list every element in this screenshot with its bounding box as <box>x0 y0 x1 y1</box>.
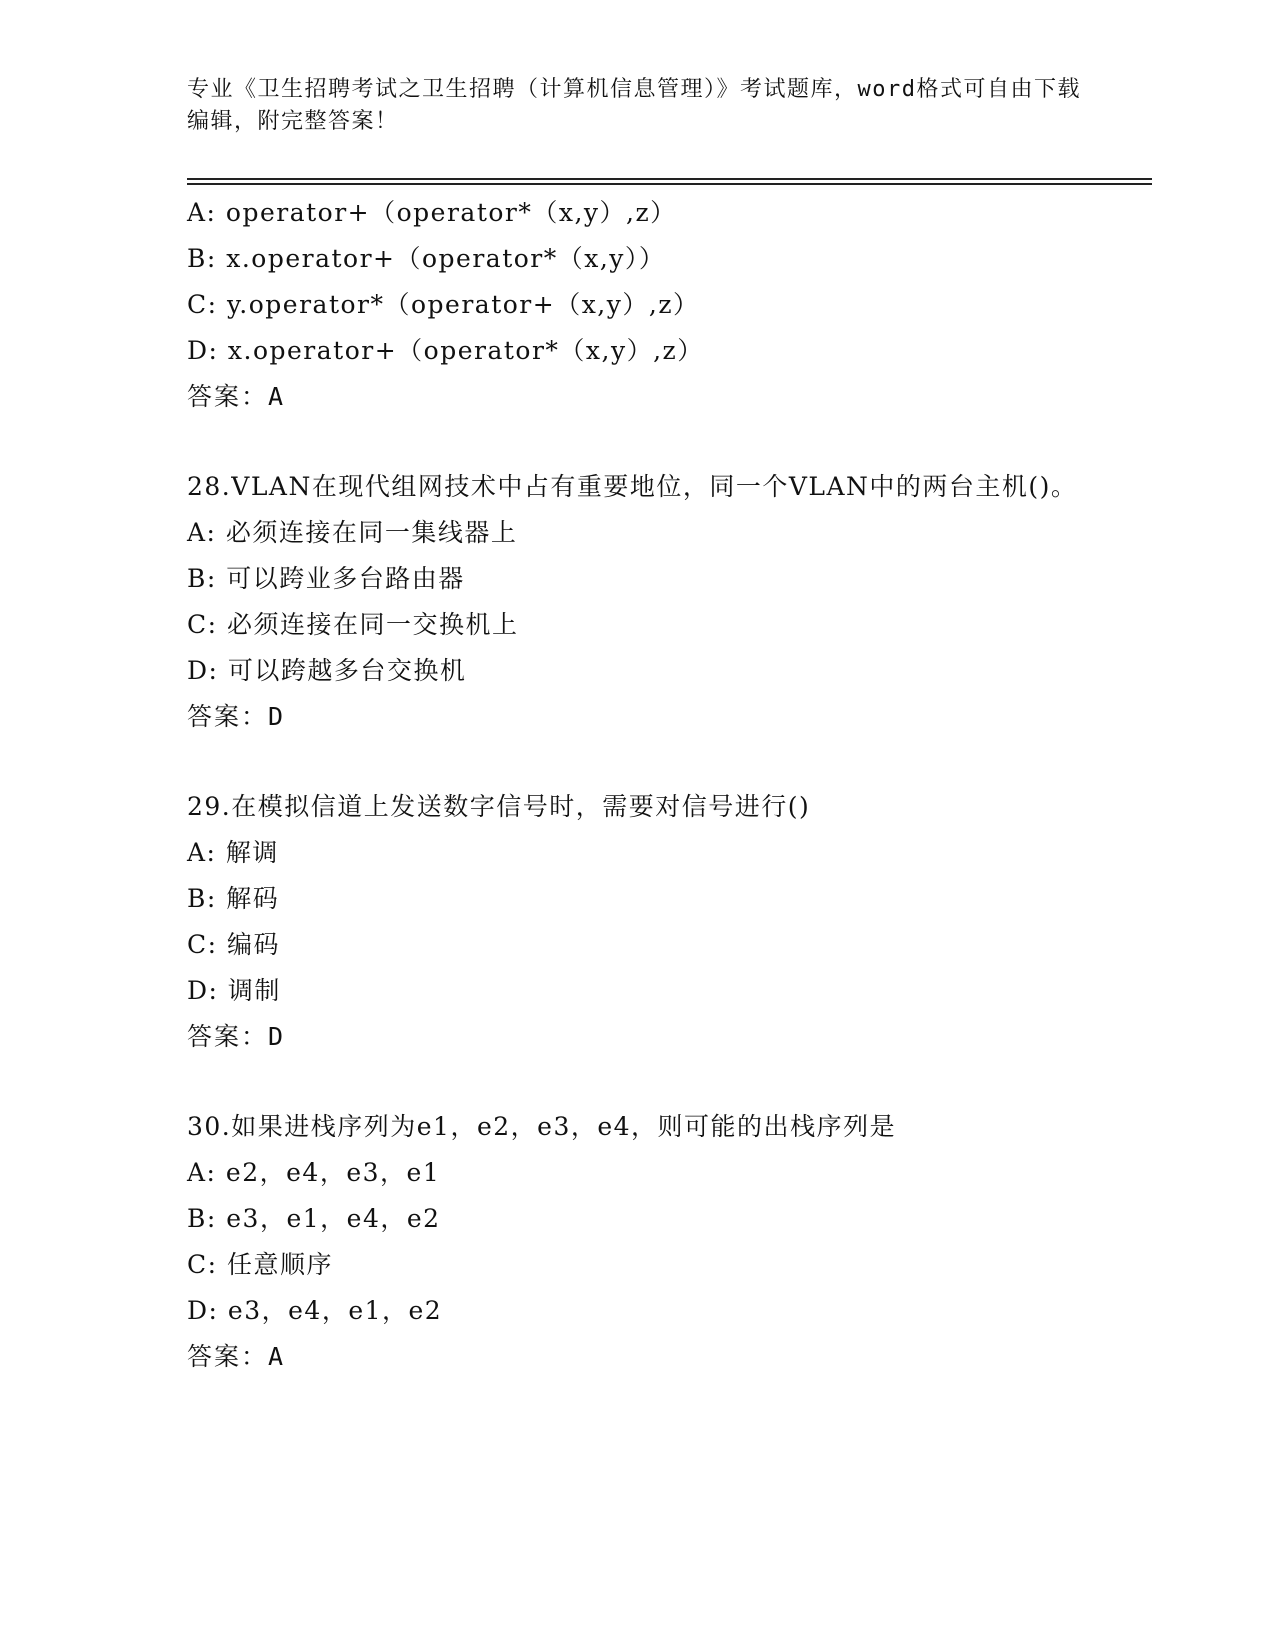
option-d: D: 可以跨越多台交换机 <box>187 656 467 685</box>
question-27-tail <box>187 190 1147 420</box>
answer-value: A <box>268 1342 286 1371</box>
question-30 <box>187 1104 1147 1380</box>
question-text: 29.在模拟信道上发送数字信号时，需要对信号进行() <box>187 792 811 821</box>
answer-label: 答案： <box>187 382 269 411</box>
answer-value: A <box>268 382 286 411</box>
question-list <box>187 190 1147 1380</box>
option-a: A: operator+（operator*（x,y）,z） <box>187 198 677 227</box>
option-c: C: y.operator*（operator+（x,y）,z） <box>187 290 700 319</box>
option-b: B: 可以跨业多台路由器 <box>187 564 465 593</box>
header-divider-bottom <box>187 183 1152 185</box>
option-a: A: 必须连接在同一集线器上 <box>187 518 518 547</box>
answer-value: D <box>268 1022 286 1051</box>
answer-line <box>187 694 1147 740</box>
answer-value: D <box>268 702 286 731</box>
option-c: C: 必须连接在同一交换机上 <box>187 610 519 639</box>
question-text: 28.VLAN在现代组网技术中占有重要地位，同一个VLAN中的两台主机()。 <box>187 472 1078 501</box>
question-28 <box>187 464 1147 740</box>
answer-line <box>187 1334 1147 1380</box>
question-text: 30.如果进栈序列为e1，e2，e3，e4，则可能的出栈序列是 <box>187 1112 897 1141</box>
answer-label: 答案： <box>187 702 269 731</box>
option-d: D: 调制 <box>187 976 281 1005</box>
option-a: A: 解调 <box>187 838 279 867</box>
option-b: B: 解码 <box>187 884 280 913</box>
document-header: 专业《卫生招聘考试之卫生招聘（计算机信息管理）》考试题库，word格式可自由下载编辑，附完整答案！ <box>187 77 1081 134</box>
option-d: D: x.operator+（operator*（x,y）,z） <box>187 336 704 365</box>
answer-line <box>187 374 1147 420</box>
option-d: D: e3，e4，e1，e2 <box>187 1296 443 1325</box>
answer-label: 答案： <box>187 1342 269 1371</box>
option-c: C: 编码 <box>187 930 280 959</box>
header-divider-top <box>187 178 1152 180</box>
option-a: A: e2，e4，e3，e1 <box>187 1158 441 1187</box>
option-b: B: x.operator+（operator*（x,y）） <box>187 244 666 273</box>
question-29 <box>187 784 1147 1060</box>
answer-line <box>187 1014 1147 1060</box>
answer-label: 答案： <box>187 1022 269 1051</box>
option-c: C: 任意顺序 <box>187 1250 333 1279</box>
option-b: B: e3，e1，e4，e2 <box>187 1204 441 1233</box>
